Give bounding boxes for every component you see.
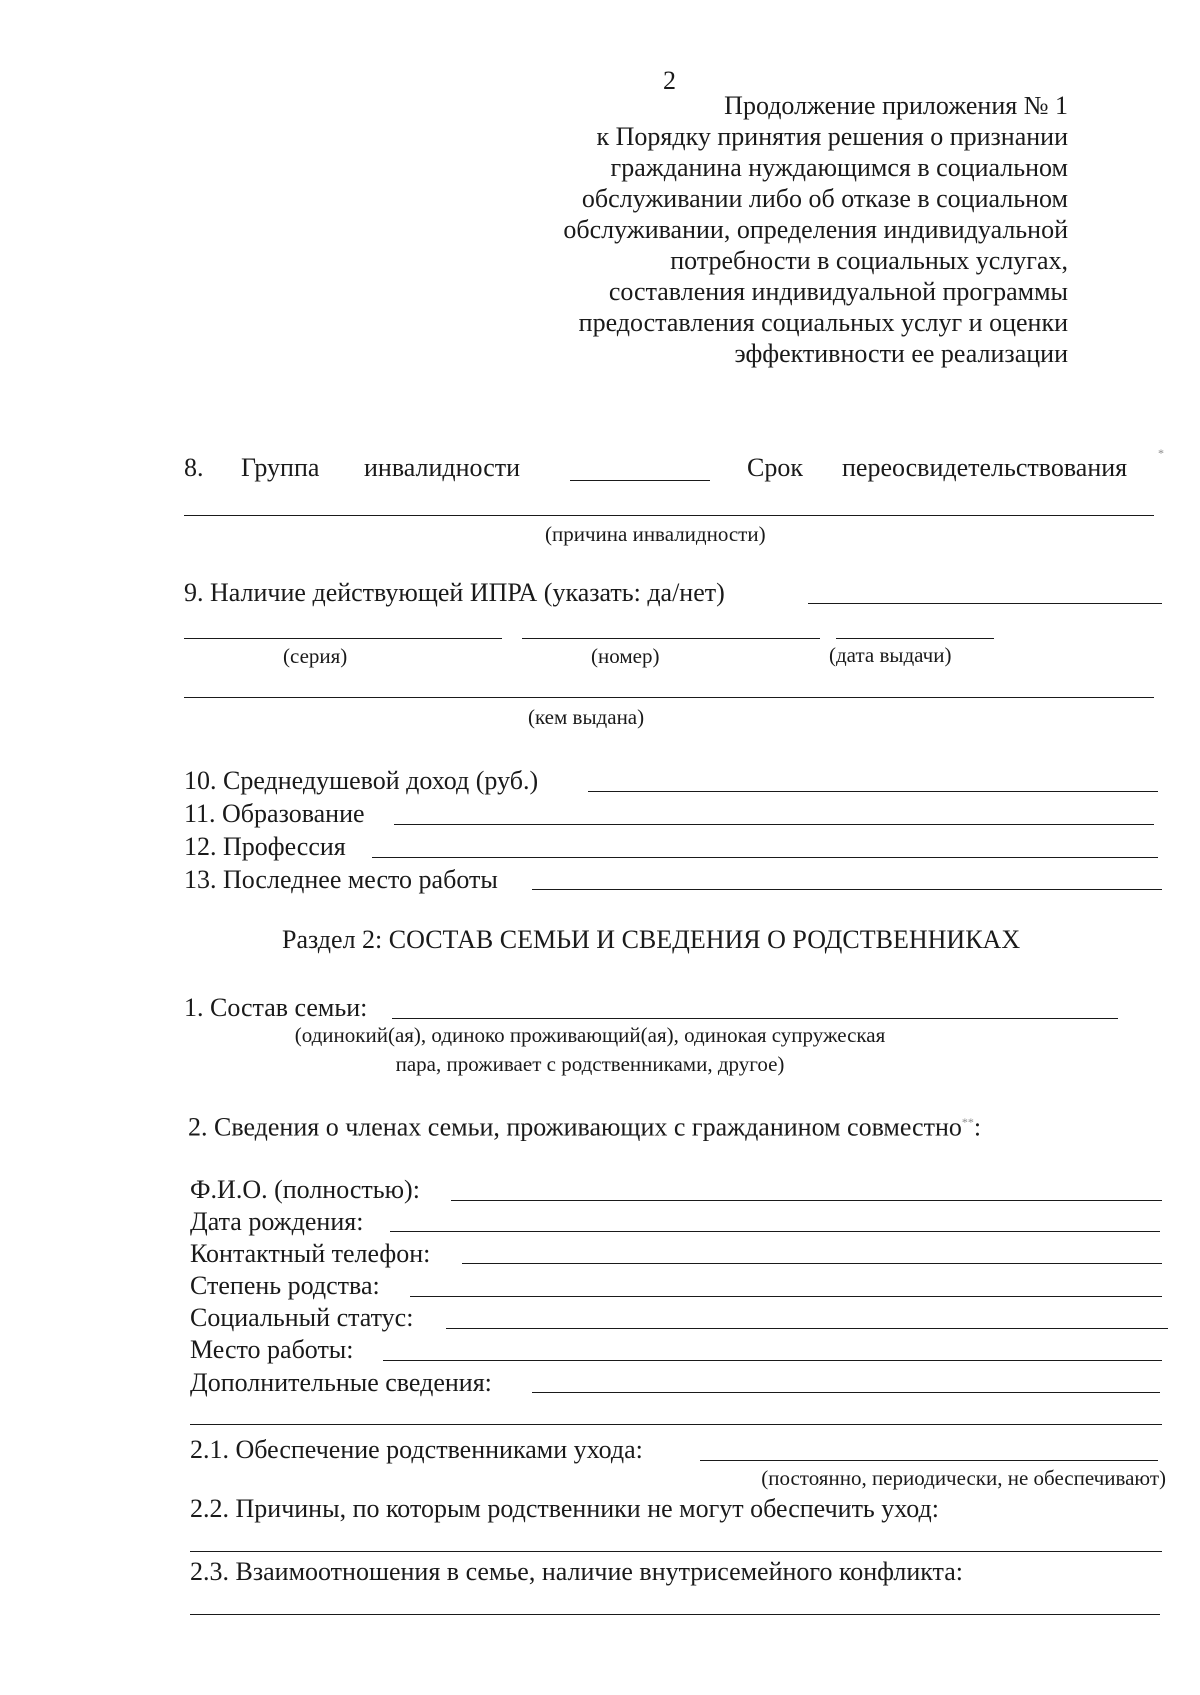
colon: :: [973, 1112, 982, 1142]
social-status-label: Социальный статус:: [190, 1303, 414, 1332]
care-hint: (постоянно, периодически, не обеспечивают): [761, 1466, 1166, 1490]
header-line: эффективности ее реализации: [734, 339, 1068, 368]
care-label: 2.1. Обеспечение родственниками ухода:: [190, 1435, 643, 1464]
disability-reason-caption: (причина инвалидности): [545, 522, 766, 546]
ipra-series-field[interactable]: [184, 638, 502, 639]
extra-info-label: Дополнительные сведения:: [190, 1368, 492, 1397]
ipra-yes-no-field[interactable]: [808, 603, 1162, 604]
ipra-issuer-field[interactable]: [184, 697, 1154, 698]
header-line: предоставления социальных услуг и оценки: [578, 308, 1068, 337]
header-line: потребности в социальных услугах,: [670, 246, 1068, 275]
item8-word-group: Группа: [241, 453, 320, 482]
relation-label: Степень родства:: [190, 1271, 380, 1300]
birth-date-field[interactable]: [390, 1231, 1160, 1232]
family-composition-field[interactable]: [392, 1018, 1118, 1019]
disability-group-field[interactable]: [570, 480, 710, 481]
ipra-date-field[interactable]: [836, 638, 994, 639]
social-status-field[interactable]: [446, 1328, 1168, 1329]
phone-field[interactable]: [462, 1263, 1162, 1264]
extra-info-field-2[interactable]: [190, 1424, 1162, 1425]
education-field[interactable]: [394, 824, 1154, 825]
family-composition-hint: (одинокий(ая), одиноко проживающий(ая), одинокая супружеская: [294, 1023, 886, 1047]
item8-word-term: Срок: [747, 453, 803, 482]
family-members-label: [188, 1107, 981, 1143]
number-caption: (номер): [591, 644, 660, 668]
extra-info-field[interactable]: [532, 1392, 1160, 1393]
family-composition-hint-2: пара, проживает с родственниками, другое): [395, 1052, 785, 1076]
education-label: 11. Образование: [184, 799, 365, 828]
fio-label: Ф.И.О. (полностью):: [190, 1175, 420, 1204]
footnote-mark: **: [961, 1115, 974, 1129]
reexam-field[interactable]: [184, 515, 1154, 516]
family-composition-label: 1. Состав семьи:: [184, 993, 368, 1022]
ipra-label: 9. Наличие действующей ИПРА (указать: да/нет): [184, 578, 725, 607]
header-line: обслуживании, определения индивидуальной: [563, 215, 1068, 244]
header-line: гражданина нуждающимся в социальном: [610, 153, 1068, 182]
last-workplace-field[interactable]: [532, 889, 1162, 890]
phone-label: Контактный телефон:: [190, 1239, 431, 1268]
issuer-caption: (кем выдана): [528, 705, 645, 729]
fio-field[interactable]: [451, 1200, 1162, 1201]
family-members-text: 2. Сведения о членах семьи, проживающих с гражданином совместно: [188, 1112, 962, 1142]
section2-title: Раздел 2: СОСТАВ СЕМЬИ И СВЕДЕНИЯ О РОДСТВЕННИКАХ: [282, 925, 1021, 954]
item8-word-reexam: переосвидетельствования: [842, 453, 1128, 482]
profession-label: 12. Профессия: [184, 832, 346, 861]
care-reasons-label: 2.2. Причины, по которым родственники не могут обеспечить уход:: [190, 1494, 939, 1523]
header-line: составления индивидуальной программы: [608, 277, 1068, 306]
family-relations-label: 2.3. Взаимоотношения в семье, наличие внутрисемейного конфликта:: [190, 1557, 963, 1586]
series-caption: (серия): [283, 644, 348, 668]
appendix-header: [563, 90, 1068, 369]
item8-number: 8.: [184, 453, 204, 482]
date-caption: (дата выдачи): [829, 643, 952, 667]
family-relations-field[interactable]: [190, 1614, 1160, 1615]
profession-field[interactable]: [372, 857, 1158, 858]
care-reasons-field[interactable]: [190, 1551, 1162, 1552]
income-label: 10. Среднедушевой доход (руб.): [184, 766, 539, 795]
care-field[interactable]: [700, 1460, 1158, 1461]
item8-word-disability: инвалидности: [364, 453, 521, 482]
header-line: обслуживании либо об отказе в социальном: [581, 184, 1068, 213]
workplace-field[interactable]: [383, 1360, 1162, 1361]
ipra-number-field[interactable]: [522, 638, 820, 639]
page-number: 2: [663, 66, 676, 95]
relation-field[interactable]: [410, 1296, 1162, 1297]
last-workplace-label: 13. Последнее место работы: [184, 865, 498, 894]
birth-date-label: Дата рождения:: [190, 1207, 364, 1236]
footnote-mark: *: [1158, 446, 1164, 460]
header-line: Продолжение приложения № 1: [724, 91, 1068, 120]
income-field[interactable]: [588, 791, 1158, 792]
header-line: к Порядку принятия решения о признании: [596, 122, 1068, 151]
workplace-label: Место работы:: [190, 1335, 354, 1364]
